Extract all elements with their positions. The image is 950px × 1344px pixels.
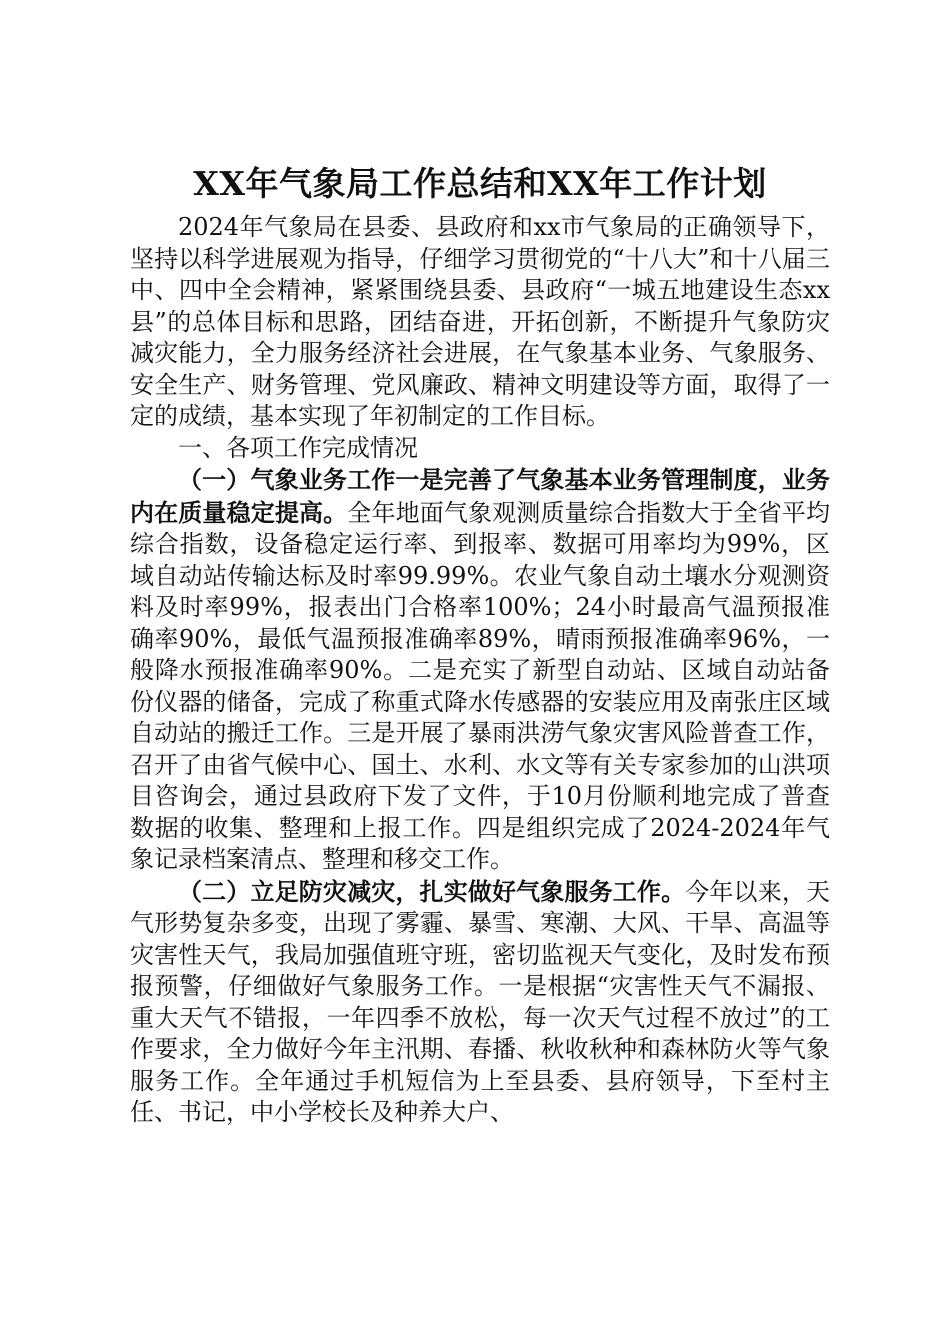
subsection-1-body: 全年地面气象观测质量综合指数大于全省平均综合指数，设备稳定运行率、到报率、数据可用率均为99%，区域自动站传输达标及时率99.99%。农业气象自动土壤水分观测资料及时率99%，报表出门合格率100%；24小时最高气温预报准确率90%，最低气温预报准确率89%，晴雨预报准确率96%，一般降水预报准确率90%。二是充实了新型自动站、区域自动站备份仪器的储备，完成了称重式降水传感器的安装应用及南张庄区域自动站的搬迁工作。三是开展了暴雨洪涝气象灾害风险普查工作，召开了由省气候中心、国土、水利、水文等有关专家参加的山洪项目咨询会，通过县政府下发了文件，于10月份顺利地完成了普查数据的收集、整理和上报工作。四是组织完成了2024-2024年气象记录档案清点、整理和移交工作。 [130, 498, 831, 873]
intro-paragraph: 2024年气象局在县委、县政府和xx市气象局的正确领导下，坚持以科学进展观为指导，仔细学习贯彻党的“十八大”和十八届三中、四中全会精神，紧紧围绕县委、县政府“一城五地建设生态xx县”的总体目标和思路，团结奋进，开拓创新，不断提升气象防灾减灾能力，全力服务经济社会进展，在气象基本业务、气象服务、安全生产、财务管理、党风廉政、精神文明建设等方面，取得了一定的成绩，基本实现了年初制定的工作目标。 [130, 213, 830, 430]
subsection-1-lead: （一）气象业务工作一是完善了气象基本业务管理制度，业务内在质量稳定提高。 [130, 465, 830, 527]
document-title: XX年气象局工作总结和XX年工作计划 [193, 164, 767, 203]
document-page [130, 160, 830, 1129]
section-heading: 一、各项工作完成情况 [178, 433, 418, 462]
subsection-2-body: 今年以来，天气形势复杂多变，出现了雾霾、暴雪、寒潮、大风、干旱、高温等灾害性天气，我局加强值班守班，密切监视天气变化，及时发布预报预警，仔细做好气象服务工作。一是根据“灾害性天气不漏报、重大天气不错报，一年四季不放松，每一次天气过程不放过”的工作要求，全力做好今年主汛期、春播、秋收秋种和森林防火等气象服务工作。全年通过手机短信为上至县委、县府领导，下至村主任、书记，中小学校长及种养大户、 [130, 877, 831, 1126]
subsection-2-lead: （二）立足防灾减灾，扎实做好气象服务工作。 [178, 876, 686, 906]
subsection-1-paragraph [130, 464, 830, 876]
subsection-2-paragraph [130, 876, 830, 1129]
